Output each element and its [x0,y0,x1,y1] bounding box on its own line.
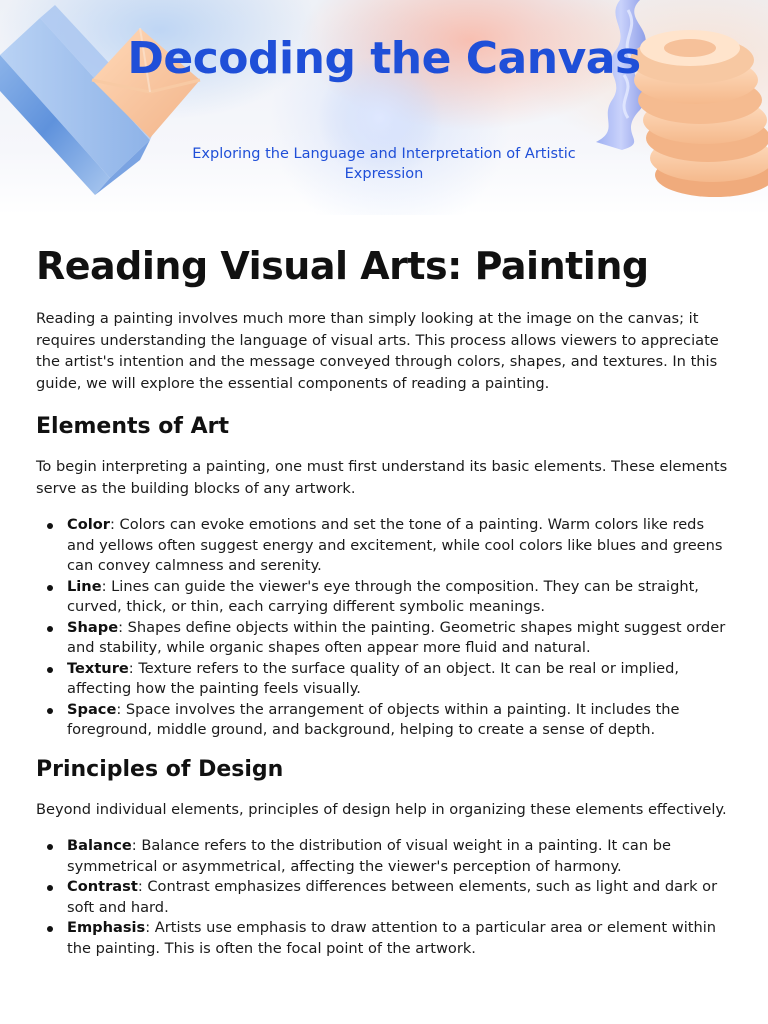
bullet-icon [47,926,53,932]
header-banner [0,0,768,215]
list-item [36,836,736,877]
item-term: Balance [67,837,132,854]
item-term: Space [67,700,117,718]
item-text: : Lines can guide the viewer's eye through the composition. They can be straight, curved, thick, or thin, each carrying different symbolic meanings. [67,577,699,615]
section-heading: Principles of Design [36,756,284,782]
section-elements-of-art [36,412,736,741]
bullet-icon [47,523,53,529]
item-text: : Balance refers to the distribution of visual weight in a painting. It can be symmetrical or asymmetrical, affecting the viewer's perception of harmony. [67,837,671,875]
item-term: Texture [67,659,129,677]
item-term: Emphasis [67,919,146,936]
bullet-icon [47,585,53,591]
item-text: : Colors can evoke emotions and set the tone of a painting. Warm colors like reds and yellows often suggest energy and excitement, while cool colors like blues and greens can convey calmness and serenity. [67,516,723,574]
item-text: : Texture refers to the surface quality of an object. It can be real or implied, affecting how the painting feels visually. [67,659,680,697]
list-item [36,918,736,959]
article-heading: Reading Visual Arts: Painting [36,244,649,288]
section-intro: Beyond individual elements, principles of design help in organizing these elements effectively. [36,800,727,818]
section-intro: To begin interpreting a painting, one must first understand its basic elements. These elements serve as the building blocks of any artwork. [36,458,728,497]
list-item [36,659,736,700]
item-term: Shape [67,618,119,636]
page-subtitle: Exploring the Language and Interpretation of Artistic Expression [192,146,576,182]
list-item [36,515,736,577]
intro-paragraph: Reading a painting involves much more than simply looking at the image on the canvas; it requires understanding the language of visual arts. This process allows viewers to appreciate the artist's intention and the message conveyed through colors, shapes, and textures. In this guide, we will explore the essential components of reading a painting. [36,310,719,392]
item-text: : Artists use emphasis to draw attention to a particular area or element within the painting. This is often the focal point of the artwork. [67,919,717,957]
item-term: Color [67,516,110,533]
item-text: : Shapes define objects within the painting. Geometric shapes might suggest order and stability, while organic shapes often appear more fluid and natural. [67,618,726,656]
list-item [36,700,736,741]
bullet-list [36,836,736,959]
bullet-icon [47,885,53,891]
item-text: : Contrast emphasizes differences between elements, such as light and dark or soft and hard. [67,878,718,916]
item-text: : Space involves the arrangement of objects within a painting. It includes the foreground, middle ground, and background, helping to create a sense of depth. [67,700,680,738]
bullet-icon [47,667,53,673]
bullet-icon [47,708,53,714]
list-item [36,577,736,618]
section-principles-of-design [36,755,736,960]
page-title: Decoding the Canvas [127,33,641,84]
article-body [36,240,736,959]
list-item [36,618,736,659]
section-heading: Elements of Art [36,414,230,439]
bullet-icon [47,844,53,850]
bullet-list [36,515,736,741]
item-term: Contrast [67,878,138,895]
bullet-icon [47,626,53,632]
list-item [36,877,736,918]
item-term: Line [67,577,102,595]
